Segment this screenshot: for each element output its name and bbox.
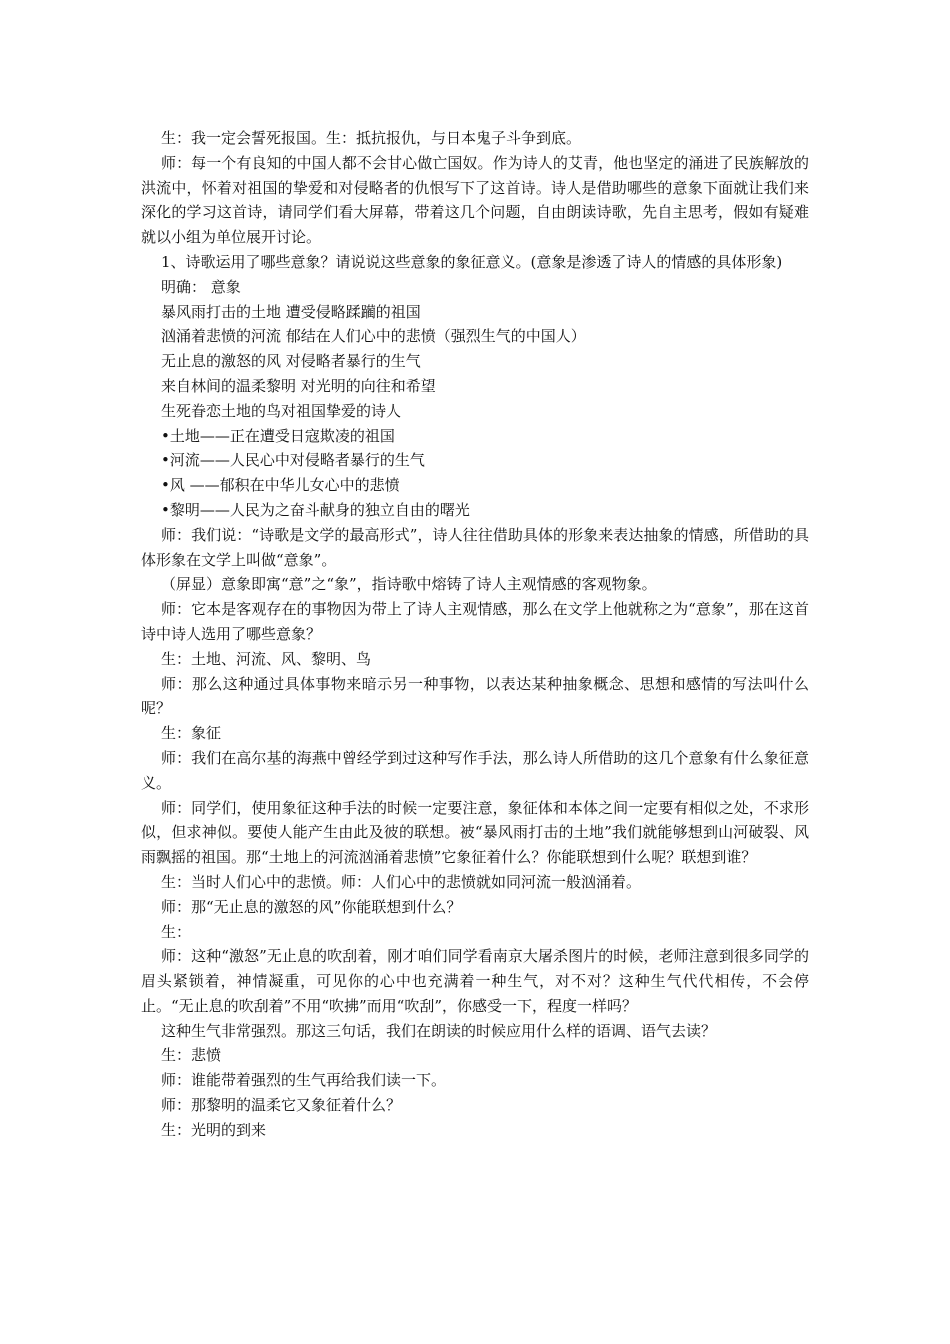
- paragraph: 生：悲愤: [161, 1046, 222, 1065]
- paragraph: 师：这种“激怒”无止息的吹刮着，刚才咱们同学看南京大屠杀图片的时候，老师注意到很多同学的眉头紧锁着，神情凝重，可见你的心中也充满着一种生气，对不对？这种生气代代相传，不会停止。“无止息的吹刮着”不用“吹拂”而用“吹刮”，你感受一下，程度一样吗？: [141, 947, 809, 1015]
- document-body: [141, 126, 809, 1143]
- paragraph: 生死眷恋土地的鸟对祖国挚爱的诗人: [161, 401, 402, 420]
- paragraph: 师：同学们，使用象征这种手法的时候一定要注意，象征体和本体之间一定要有相似之处，不求形似，但求神似。要使人能产生由此及彼的联想。被“暴风雨打击的土地”我们就能够想到山河破裂、风雨飘摇的祖国。那“土地上的河流汹涌着悲愤”它象征着什么？你能联想到什么呢？联想到谁？: [141, 798, 809, 867]
- bullet-item: •黎明——人民为之奋斗献身的独立自由的曙光: [161, 500, 470, 519]
- paragraph: 生：光明的到来: [161, 1120, 267, 1139]
- paragraph: 生：: [161, 922, 192, 941]
- paragraph: 师：那黎明的温柔它又象征着什么？: [161, 1096, 402, 1115]
- paragraph: 生：当时人们心中的悲愤。师：人们心中的悲愤就如同河流一般汹涌着。: [161, 872, 642, 891]
- paragraph: 师：我们在高尔基的海燕中曾经学到过这种写作手法，那么诗人所借助的这几个意象有什么象征意义。: [141, 748, 809, 792]
- paragraph: 生：象征: [161, 724, 222, 743]
- paragraph: 1、诗歌运用了哪些意象？请说说这些意象的象征意义。(意象是渗透了诗人的情感的具体形象): [161, 252, 783, 271]
- paragraph: 暴风雨打击的土地 遭受侵略蹂躏的祖国: [161, 302, 421, 321]
- bullet-item: •风 ——郁积在中华儿女心中的悲愤: [161, 476, 400, 495]
- paragraph: 师：那“无止息的激怒的风”你能联想到什么？: [161, 897, 462, 916]
- paragraph: 师：那么这种通过具体事物来暗示另一种事物，以表达某种抽象概念、思想和感情的写法叫什么呢？: [141, 674, 809, 718]
- paragraph: 明确： 意象: [161, 277, 241, 296]
- paragraph: 生：土地、河流、风、黎明、鸟: [161, 649, 372, 668]
- paragraph: 师：每一个有良知的中国人都不会甘心做亡国奴。作为诗人的艾青，他也坚定的涌进了民族解放的洪流中，怀着对祖国的挚爱和对侵略者的仇恨写下了这首诗。诗人是借助哪些的意象下面就让我们来深化的学习这首诗，请同学们看大屏幕，带着这几个问题，自由朗读诗歌，先自主思考，假如有疑难就以小组为单位展开讨论。: [141, 153, 809, 247]
- paragraph: 师：它本是客观存在的事物因为带上了诗人主观情感，那么在文学上他就称之为“意象”，那在这首诗中诗人选用了哪些意象？: [141, 600, 809, 643]
- paragraph: （屏显）意象即寓“意”之“象”，指诗歌中熔铸了诗人主观情感的客观物象。: [161, 575, 657, 594]
- paragraph: 汹涌着悲愤的河流 郁结在人们心中的悲愤（强烈生气的中国人）: [161, 327, 586, 346]
- paragraph: 无止息的激怒的风 对侵略者暴行的生气: [161, 352, 421, 371]
- paragraph: 生：我一定会誓死报国。生：抵抗报仇，与日本鬼子斗争到底。: [161, 129, 582, 147]
- paragraph: 师：谁能带着强烈的生气再给我们读一下。: [161, 1071, 447, 1090]
- paragraph: 师：我们说：“诗歌是文学的最高形式”，诗人往往借助具体的形象来表达抽象的情感，所借助的具体形象在文学上叫做“意象”。: [141, 525, 809, 569]
- bullet-item: •土地——正在遭受日寇欺凌的祖国: [161, 426, 395, 445]
- bullet-item: •河流——人民心中对侵略者暴行的生气: [161, 451, 425, 470]
- paragraph: 来自林间的温柔黎明 对光明的向往和希望: [161, 376, 436, 395]
- paragraph: 这种生气非常强烈。那这三句话，我们在朗读的时候应用什么样的语调、语气去读？: [161, 1021, 717, 1040]
